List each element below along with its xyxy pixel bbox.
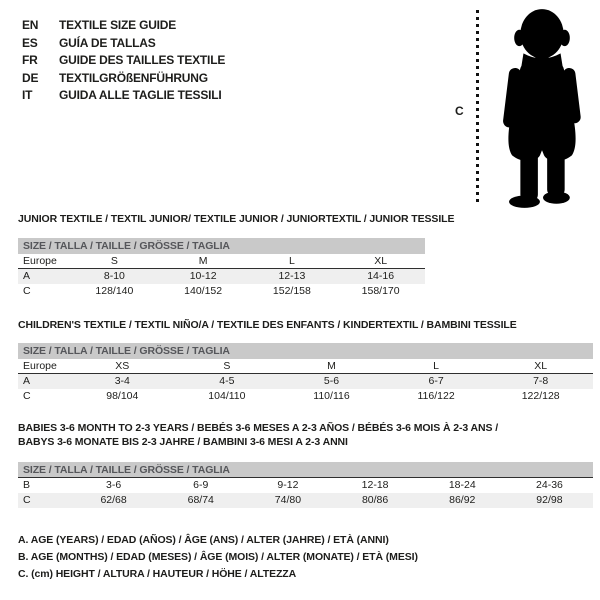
junior-size-header-bar: SIZE / TALLA / TAILLE / GRÖSSE / TAGLIA xyxy=(18,238,425,254)
legend-age-years: A. AGE (YEARS) / EDAD (AÑOS) / ÂGE (ANS) / ALTER (JAHRE) / ETÀ (ANNI) xyxy=(18,534,389,546)
height-value: 116/122 xyxy=(417,390,455,402)
junior-section-title: JUNIOR TEXTILE / TEXTIL JUNIOR/ TEXTILE JUNIOR / JUNIORTEXTIL / JUNIOR TESSILE xyxy=(18,213,455,225)
legend-height-cm: C. (cm) HEIGHT / ALTURA / HAUTEUR / HÖHE / ALTEZZA xyxy=(18,568,297,580)
size-column: XS xyxy=(115,360,130,372)
children-section-title: CHILDREN'S TEXTILE / TEXTIL NIÑO/A / TEXTILE DES ENFANTS / KINDERTEXTIL / BAMBINI TESSILE xyxy=(18,319,517,331)
size-column: XL xyxy=(534,360,548,372)
language-row-es xyxy=(22,35,225,53)
language-code: DE xyxy=(22,70,39,85)
language-row-en xyxy=(22,17,225,35)
baby-silhouette-icon xyxy=(490,6,594,212)
size-column: S xyxy=(223,360,231,372)
size-column: XL xyxy=(374,255,388,267)
age-value: 3-4 xyxy=(114,375,130,387)
height-value: 128/140 xyxy=(95,285,134,297)
height-value: 122/128 xyxy=(521,390,560,402)
height-value: 158/170 xyxy=(361,285,400,297)
age-value: 7-8 xyxy=(533,375,549,387)
height-measure-label: C xyxy=(455,104,464,118)
age-value: 14-16 xyxy=(367,270,395,282)
age-value: 12-13 xyxy=(278,270,306,282)
age-value: 5-6 xyxy=(323,375,340,387)
children-size-table xyxy=(18,343,593,404)
size-column: S xyxy=(110,255,118,267)
size-column: M xyxy=(327,360,336,372)
height-value: 68/74 xyxy=(187,494,214,506)
guide-title-fr: GUIDE DES TAILLES TEXTILE xyxy=(59,53,226,67)
height-value: 104/110 xyxy=(208,390,246,402)
row-label: C xyxy=(23,285,31,297)
children-height-row xyxy=(18,389,593,404)
guide-title-en: TEXTILE SIZE GUIDE xyxy=(59,18,177,32)
height-value: 152/158 xyxy=(272,285,311,297)
row-label: C xyxy=(23,390,31,402)
row-label: B xyxy=(23,479,31,491)
height-dashed-line xyxy=(476,10,479,206)
language-code: IT xyxy=(22,88,33,102)
size-column: L xyxy=(288,255,295,267)
babies-size-table xyxy=(18,462,593,508)
age-value: 4-5 xyxy=(219,375,235,387)
language-title-block xyxy=(22,17,225,105)
babies-title-line2: BABYS 3-6 MONATE BIS 2-3 JAHRE / BAMBINI 3-6 MESI A 2-3 ANNI xyxy=(18,436,348,448)
junior-size-table xyxy=(18,238,425,299)
size-column: M xyxy=(198,255,208,267)
guide-title-de: TEXTILGRÖßENFÜHRUNG xyxy=(59,70,208,85)
language-code: ES xyxy=(22,35,38,50)
height-value: 92/98 xyxy=(536,494,563,506)
age-value: 18-24 xyxy=(448,479,476,491)
height-value: 74/80 xyxy=(274,494,302,506)
children-columns-row xyxy=(18,359,593,374)
age-value: 8-10 xyxy=(103,270,125,282)
age-value: 3-6 xyxy=(105,479,122,491)
babies-title-line1: BABIES 3-6 MONTH TO 2-3 YEARS / BEBÉS 3-6 MESES A 2-3 AÑOS / BÉBÉS 3-6 MOIS À 2-3 ANS / xyxy=(18,422,499,434)
language-code: FR xyxy=(22,53,38,67)
language-row-de xyxy=(22,70,225,88)
region-label: Europe xyxy=(23,255,57,267)
age-value: 6-7 xyxy=(428,375,444,387)
measure-legend xyxy=(18,532,418,583)
language-row-it xyxy=(22,87,225,105)
guide-title-it: GUIDA ALLE TAGLIE TESSILI xyxy=(59,88,222,102)
age-value: 12-18 xyxy=(361,479,389,491)
age-value: 24-36 xyxy=(536,479,563,491)
height-value: 110/116 xyxy=(313,390,350,402)
junior-columns-row xyxy=(18,254,425,269)
children-age-row xyxy=(18,374,593,389)
age-value: 6-9 xyxy=(193,479,209,491)
babies-age-row xyxy=(18,478,593,493)
babies-size-header-bar: SIZE / TALLA / TAILLE / GRÖSSE / TAGLIA xyxy=(18,462,593,478)
children-size-header-bar: SIZE / TALLA / TAILLE / GRÖSSE / TAGLIA xyxy=(18,343,593,359)
height-value: 140/152 xyxy=(184,285,223,297)
age-value: 10-12 xyxy=(189,270,217,282)
language-code: EN xyxy=(22,18,39,32)
row-label: A xyxy=(23,375,31,387)
legend-age-months: B. AGE (MONTHS) / EDAD (MESES) / ÂGE (MOIS) / ALTER (MONATE) / ETÀ (MESI) xyxy=(18,551,418,563)
row-label: C xyxy=(23,494,31,506)
height-value: 98/104 xyxy=(106,390,139,402)
babies-section-title xyxy=(18,421,498,449)
junior-height-row xyxy=(18,284,425,299)
height-figure xyxy=(450,6,598,214)
region-label: Europe xyxy=(23,360,57,372)
language-row-fr xyxy=(22,52,225,70)
row-label: A xyxy=(23,270,31,282)
guide-title-es: GUÍA DE TALLAS xyxy=(59,35,156,50)
size-column: L xyxy=(433,360,439,372)
height-value: 62/68 xyxy=(100,494,127,506)
height-value: 80/86 xyxy=(361,494,389,506)
height-value: 86/92 xyxy=(449,494,476,506)
age-value: 9-12 xyxy=(277,479,299,491)
babies-height-row xyxy=(18,493,593,508)
junior-age-row xyxy=(18,269,425,284)
